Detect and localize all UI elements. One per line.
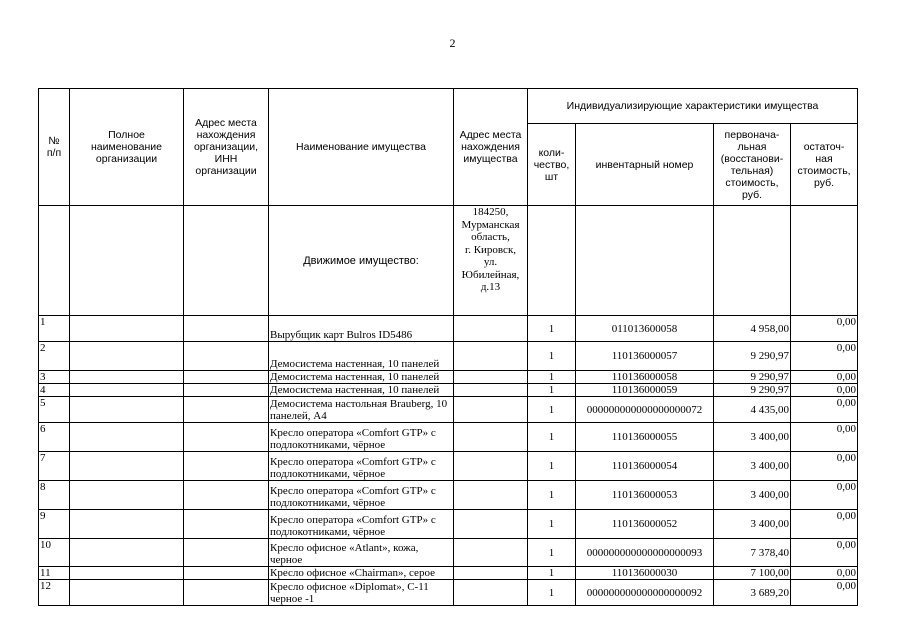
residual-cost-cell: 0,00: [791, 371, 858, 384]
property-address-cell: [454, 371, 528, 384]
table-row: [39, 423, 858, 452]
property-address-cell: [454, 384, 528, 397]
row-number: 5: [39, 397, 70, 423]
row-number: 7: [39, 452, 70, 481]
org-name-cell: [70, 580, 184, 606]
property-address-cell: [454, 481, 528, 510]
inventory-number-cell: 000000000000000000093: [576, 539, 714, 567]
header-org-address: Адрес места нахождения организации, ИНН организации: [184, 89, 269, 206]
property-name-cell: Демосистема настенная, 10 панелей: [269, 342, 454, 371]
initial-cost-cell: 3 689,20: [714, 580, 791, 606]
inventory-number-cell: 110136000052: [576, 510, 714, 539]
header-qty: коли- чество, шт: [528, 124, 576, 206]
initial-cost-cell: 7 378,40: [714, 539, 791, 567]
empty-cell: [70, 206, 184, 316]
initial-cost-cell: 3 400,00: [714, 510, 791, 539]
inventory-number-cell: 000000000000000000092: [576, 580, 714, 606]
page-number: 2: [449, 36, 456, 50]
initial-cost-cell: 9 290,97: [714, 384, 791, 397]
property-address-cell: [454, 452, 528, 481]
qty-cell: 1: [528, 481, 576, 510]
header-characteristics: Индивидуализирующие характеристики имущества: [528, 89, 858, 124]
section-row: [39, 206, 858, 316]
table-row: [39, 384, 858, 397]
org-name-cell: [70, 316, 184, 342]
table-row: [39, 481, 858, 510]
qty-cell: 1: [528, 423, 576, 452]
property-address-cell: [454, 567, 528, 580]
org-address-cell: [184, 510, 269, 539]
residual-cost-cell: 0,00: [791, 567, 858, 580]
empty-cell: [714, 206, 791, 316]
org-name-cell: [70, 342, 184, 371]
row-number: 3: [39, 371, 70, 384]
org-address-cell: [184, 452, 269, 481]
property-name-cell: Демосистема настенная, 10 панелей: [269, 371, 454, 384]
residual-cost-cell: 0,00: [791, 539, 858, 567]
org-name-cell: [70, 371, 184, 384]
initial-cost-cell: 4 435,00: [714, 397, 791, 423]
org-name-cell: [70, 510, 184, 539]
property-name-cell: Вырубщик карт Bulros ID5486: [269, 316, 454, 342]
initial-cost-cell: 3 400,00: [714, 423, 791, 452]
qty-cell: 1: [528, 397, 576, 423]
org-name-cell: [70, 539, 184, 567]
empty-cell: [39, 206, 70, 316]
property-name-cell: Демосистема настольная Brauberg, 10 панелей, А4: [269, 397, 454, 423]
property-name-cell: Кресло оператора «Comfort GTP» с подлокотниками, чёрное: [269, 481, 454, 510]
property-address-cell: [454, 316, 528, 342]
property-name-cell: Кресло оператора «Comfort GTP» с подлокотниками, чёрное: [269, 452, 454, 481]
initial-cost-cell: 9 290,97: [714, 371, 791, 384]
org-address-cell: [184, 316, 269, 342]
row-number: 9: [39, 510, 70, 539]
org-address-cell: [184, 481, 269, 510]
org-address-cell: [184, 397, 269, 423]
org-name-cell: [70, 397, 184, 423]
org-address-cell: [184, 342, 269, 371]
row-number: 6: [39, 423, 70, 452]
initial-cost-cell: 3 400,00: [714, 452, 791, 481]
inventory-number-cell: 000000000000000000072: [576, 397, 714, 423]
org-address-cell: [184, 384, 269, 397]
qty-cell: 1: [528, 371, 576, 384]
header-num: № п/п: [39, 89, 70, 206]
inventory-number-cell: 110136000030: [576, 567, 714, 580]
inventory-number-cell: 110136000054: [576, 452, 714, 481]
table-row: [39, 452, 858, 481]
initial-cost-cell: 7 100,00: [714, 567, 791, 580]
residual-cost-cell: 0,00: [791, 397, 858, 423]
residual-cost-cell: 0,00: [791, 316, 858, 342]
table-row: [39, 539, 858, 567]
table-row: [39, 342, 858, 371]
residual-cost-cell: 0,00: [791, 452, 858, 481]
header-property-name: Наименование имущества: [269, 89, 454, 206]
inventory-number-cell: 110136000057: [576, 342, 714, 371]
empty-cell: [791, 206, 858, 316]
org-address-cell: [184, 539, 269, 567]
row-number: 8: [39, 481, 70, 510]
org-address-cell: [184, 371, 269, 384]
header-inventory-number: инвентарный номер: [576, 124, 714, 206]
row-number: 12: [39, 580, 70, 606]
inventory-number-cell: 110136000053: [576, 481, 714, 510]
empty-cell: [576, 206, 714, 316]
inventory-number-cell: 110136000055: [576, 423, 714, 452]
initial-cost-cell: 9 290,97: [714, 342, 791, 371]
qty-cell: 1: [528, 567, 576, 580]
qty-cell: 1: [528, 342, 576, 371]
table-row: [39, 316, 858, 342]
table-row: [39, 397, 858, 423]
header-initial-cost: первонача- льная (восстанови- тельная) стоимость, руб.: [714, 124, 791, 206]
residual-cost-cell: 0,00: [791, 384, 858, 397]
org-name-cell: [70, 384, 184, 397]
property-address-cell: [454, 510, 528, 539]
property-address-cell: [454, 342, 528, 371]
empty-cell: [184, 206, 269, 316]
table-row: [39, 580, 858, 606]
qty-cell: 1: [528, 316, 576, 342]
property-name-cell: Демосистема настенная, 10 панелей: [269, 384, 454, 397]
property-table: [38, 88, 858, 606]
inventory-number-cell: 110136000058: [576, 371, 714, 384]
row-number: 10: [39, 539, 70, 567]
initial-cost-cell: 3 400,00: [714, 481, 791, 510]
property-address-cell: [454, 539, 528, 567]
row-number: 1: [39, 316, 70, 342]
property-address-cell: [454, 397, 528, 423]
residual-cost-cell: 0,00: [791, 510, 858, 539]
qty-cell: 1: [528, 539, 576, 567]
qty-cell: 1: [528, 452, 576, 481]
org-address-cell: [184, 423, 269, 452]
property-address-cell: [454, 423, 528, 452]
inventory-number-cell: 110136000059: [576, 384, 714, 397]
org-name-cell: [70, 452, 184, 481]
empty-cell: [528, 206, 576, 316]
header-residual-cost: остаточ- ная стоимость, руб.: [791, 124, 858, 206]
residual-cost-cell: 0,00: [791, 481, 858, 510]
org-name-cell: [70, 423, 184, 452]
section-label: Движимое имущество:: [269, 206, 454, 316]
org-address-cell: [184, 580, 269, 606]
section-address: 184250, Мурманская область, г. Кировск, ул. Юбилейная, д.13: [454, 206, 528, 316]
qty-cell: 1: [528, 510, 576, 539]
inventory-number-cell: 011013600058: [576, 316, 714, 342]
org-name-cell: [70, 481, 184, 510]
header-property-address: Адрес места нахождения имущества: [454, 89, 528, 206]
property-name-cell: Кресло офисное «Atlant», кожа, черное: [269, 539, 454, 567]
residual-cost-cell: 0,00: [791, 580, 858, 606]
property-name-cell: Кресло оператора «Comfort GTP» с подлокотниками, чёрное: [269, 510, 454, 539]
header-org-name: Полное наименование организации: [70, 89, 184, 206]
qty-cell: 1: [528, 580, 576, 606]
row-number: 11: [39, 567, 70, 580]
property-address-cell: [454, 580, 528, 606]
residual-cost-cell: 0,00: [791, 342, 858, 371]
property-name-cell: Кресло офисное «Chairman», серое: [269, 567, 454, 580]
table-row: [39, 510, 858, 539]
table-row: [39, 371, 858, 384]
table-row: [39, 567, 858, 580]
row-number: 4: [39, 384, 70, 397]
initial-cost-cell: 4 958,00: [714, 316, 791, 342]
property-name-cell: Кресло оператора «Comfort GTP» с подлокотниками, чёрное: [269, 423, 454, 452]
org-address-cell: [184, 567, 269, 580]
row-number: 2: [39, 342, 70, 371]
qty-cell: 1: [528, 384, 576, 397]
org-name-cell: [70, 567, 184, 580]
residual-cost-cell: 0,00: [791, 423, 858, 452]
property-name-cell: Кресло офисное «Diplomat», С-11 черное -1: [269, 580, 454, 606]
